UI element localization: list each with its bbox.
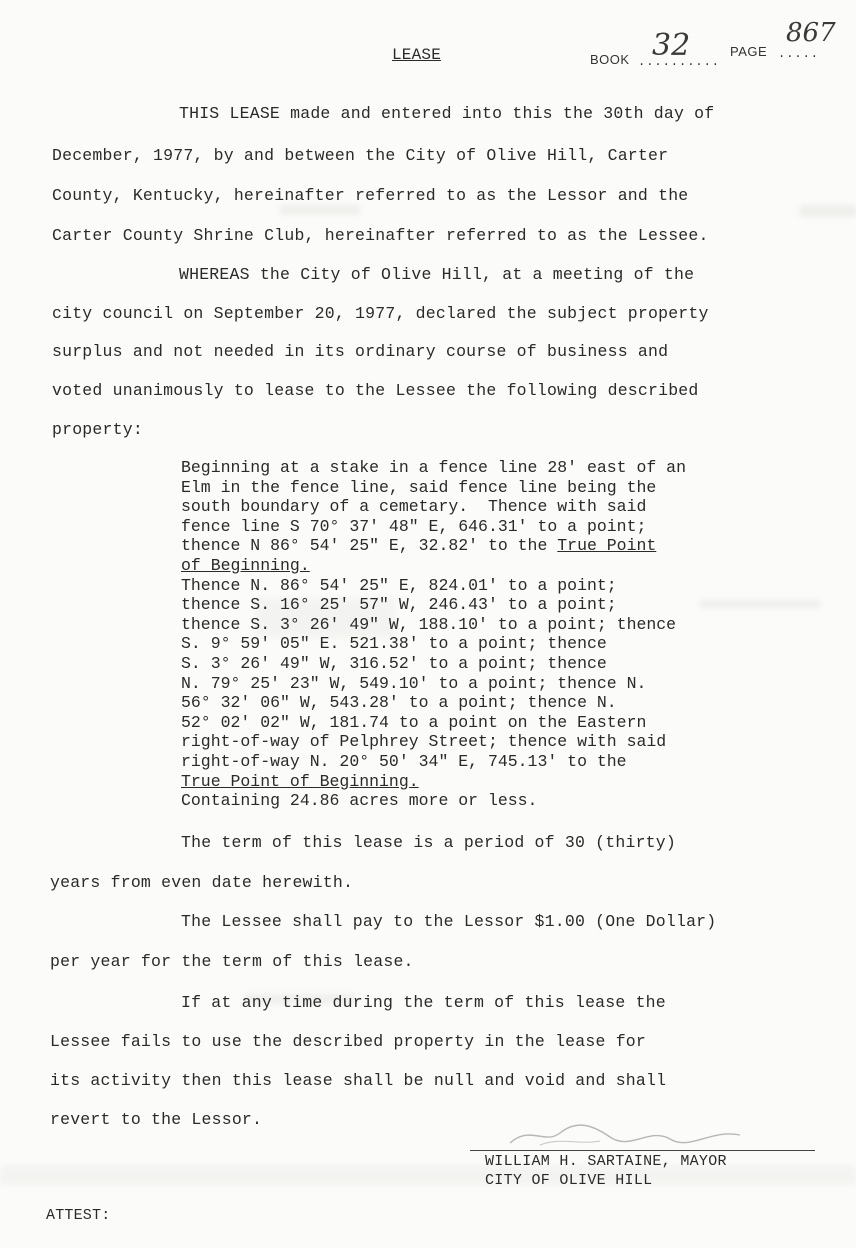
paragraph-line: If at any time during the term of this lease the — [181, 993, 666, 1012]
description-line: thence S. 16° 25' 57" W, 246.43' to a point; — [181, 595, 617, 615]
description-line: right-of-way of Pelphrey Street; thence with said — [181, 732, 667, 752]
description-line: Containing 24.86 acres more or less. — [181, 791, 538, 811]
book-page-stamp — [590, 18, 840, 78]
description-line: Beginning at a stake in a fence line 28' east of an — [181, 458, 686, 477]
description-line: thence N 86° 54' 25" E, 32.82' to the — [181, 536, 558, 556]
paragraph-line: December, 1977, by and between the City of Olive Hill, Carter — [52, 146, 669, 165]
scan-smudge — [800, 205, 856, 217]
paragraph-line: city council on September 20, 1977, declared the subject property — [52, 304, 709, 323]
description-line: S. 3° 26' 49" W, 316.52' to a point; thence — [181, 653, 607, 673]
scan-smudge — [700, 600, 820, 608]
description-line: Elm in the fence line, said fence line being the — [181, 477, 657, 497]
paragraph-line: voted unanimously to lease to the Lessee the following described — [52, 381, 699, 400]
paragraph-line: Lessee fails to use the described property in the lease for — [50, 1032, 646, 1051]
signer-organization: CITY OF OLIVE HILL — [485, 1172, 653, 1189]
paragraph-line: per year for the term of this lease. — [50, 952, 414, 971]
handwritten-signature — [500, 1115, 760, 1151]
true-point-underlined: True Point — [557, 536, 657, 556]
signer-name: WILLIAM H. SARTAINE, MAYOR — [485, 1153, 727, 1170]
attest-label: ATTEST: — [46, 1207, 111, 1224]
paragraph-line: The term of this lease is a period of 30 (thirty) — [181, 833, 676, 852]
dotted-leader: .......... — [638, 55, 721, 69]
scan-smudge — [0, 1165, 856, 1185]
description-line: south boundary of a cemetary. Thence with said — [181, 497, 647, 517]
dotted-leader: ..... — [778, 47, 820, 61]
paragraph-line: years from even date herewith. — [50, 873, 354, 892]
book-number: 32 — [652, 28, 691, 63]
book-label: BOOK — [590, 52, 630, 67]
description-line: N. 79° 25' 23" W, 549.10' to a point; thence N. — [181, 673, 647, 693]
signature-line — [470, 1150, 815, 1151]
paragraph-line: Carter County Shrine Club, hereinafter referred to as the Lessee. — [52, 226, 709, 245]
page-number: 867 — [786, 18, 836, 48]
description-line: True Point of Beginning. — [181, 771, 419, 791]
paragraph-line: property: — [52, 420, 143, 439]
description-line: 52° 02' 02" W, 181.74 to a point on the Eastern — [181, 712, 647, 732]
paragraph-line: surplus and not needed in its ordinary course of business and — [52, 342, 669, 361]
description-line: S. 9° 59' 05" E. 521.38' to a point; thence — [181, 634, 607, 654]
paragraph-line: its activity then this lease shall be null and void and shall — [50, 1071, 667, 1090]
description-line: Thence N. 86° 54' 25" E, 824.01' to a point; — [181, 575, 617, 595]
description-line: of Beginning. — [181, 555, 310, 575]
description-line: fence line S 70° 37' 48" E, 646.31' to a point; — [181, 516, 647, 536]
document-title: LEASE — [392, 46, 442, 64]
description-line: right-of-way N. 20° 50' 34" E, 745.13' to the — [181, 751, 627, 771]
paragraph-line: The Lessee shall pay to the Lessor $1.00 (One Dollar) — [181, 912, 717, 931]
description-line: 56° 32' 06" W, 543.28' to a point; thence N. — [181, 693, 617, 713]
paragraph-line: THIS LEASE made and entered into this the 30th day of — [179, 104, 715, 123]
scan-smudge — [280, 205, 360, 215]
paragraph-line: WHEREAS the City of Olive Hill, at a meeting of the — [179, 265, 695, 284]
description-line: thence S. 3° 26' 49" W, 188.10' to a point; thence — [181, 614, 677, 634]
paragraph-line: revert to the Lessor. — [50, 1110, 263, 1129]
paragraph-line: County, Kentucky, hereinafter referred to as the Lessor and the — [52, 186, 689, 205]
page-label: PAGE — [730, 44, 768, 59]
property-description — [181, 458, 686, 811]
